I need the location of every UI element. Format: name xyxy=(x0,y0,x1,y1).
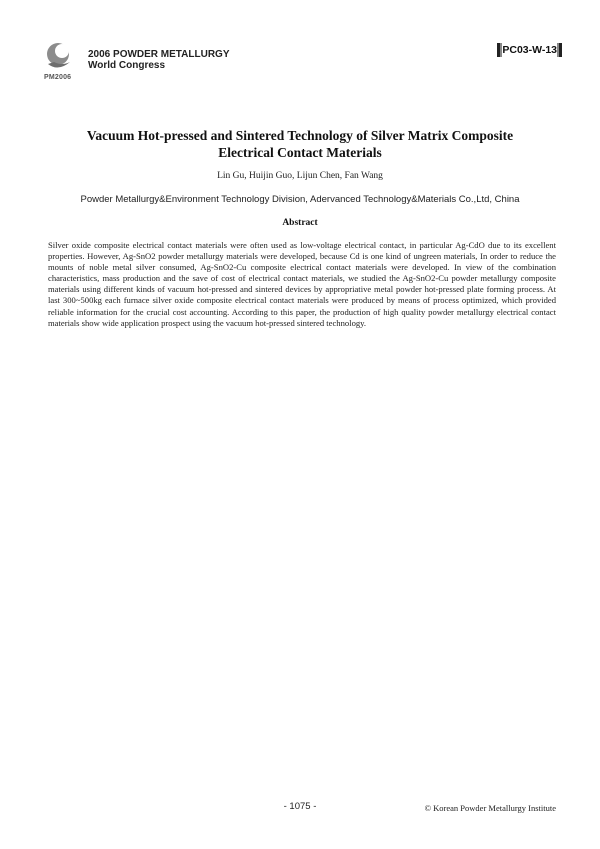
conference-name-line2: World Congress xyxy=(88,60,166,71)
paper-code-badge xyxy=(497,43,562,57)
paper-code-bar-right xyxy=(559,43,562,57)
affiliation: Powder Metallurgy&Environment Technology Division, Adervanced Technology&Materials Co.,Ltd, China xyxy=(80,194,520,205)
paper-code: PC03-W-13 xyxy=(502,44,557,56)
conference-name-line1: 2006 POWDER METALLURGY xyxy=(88,49,230,60)
authors: Lin Gu, Huijin Guo, Lijun Chen, Fan Wang xyxy=(217,171,383,181)
conference-name xyxy=(88,49,230,71)
paper-title-line1: Vacuum Hot-pressed and Sintered Technology of Silver Matrix Composite xyxy=(86,128,514,143)
paper-title xyxy=(50,127,550,161)
abstract-heading: Abstract xyxy=(282,218,318,228)
paper-title-line2: Electrical Contact Materials xyxy=(218,145,382,160)
logo-caption: PM2006 xyxy=(44,74,72,81)
abstract-body: Silver oxide composite electrical contact materials were often used as low-voltage electrical contact, in particular Ag-CdO due to its excellent properties. However, Ag-SnO2 powder metallurgy materials were developed, because Cd is one kind of ungreen materials, In order to reduce the mounts of noble metal silver consumed, Ag-SnO2-Cu composite electrical contact materials were developed. In view of the combination characteristics, mass production and the save of cost of electrical contact materials, we studied the Ag-SnO2-Cu powder metallurgy composite materials using different kinds of vacuum hot-pressed and sintered devices by appropriative metal powder hot-pressed plate forming process. At last 300~500kg each furnace silver oxide composite electrical contact materials were produced by means of process optimized, which provided reliable information for the crucial cost accounting. According to this paper, the production of high quality powder metallurgy electrical contact materials show wide application prospect using the vacuum hot-pressed sintered technology. xyxy=(48,240,556,328)
page-number: - 1075 - xyxy=(283,801,317,812)
paper-code-bar-left xyxy=(497,43,500,57)
copyright: © Korean Powder Metallurgy Institute xyxy=(424,803,556,813)
